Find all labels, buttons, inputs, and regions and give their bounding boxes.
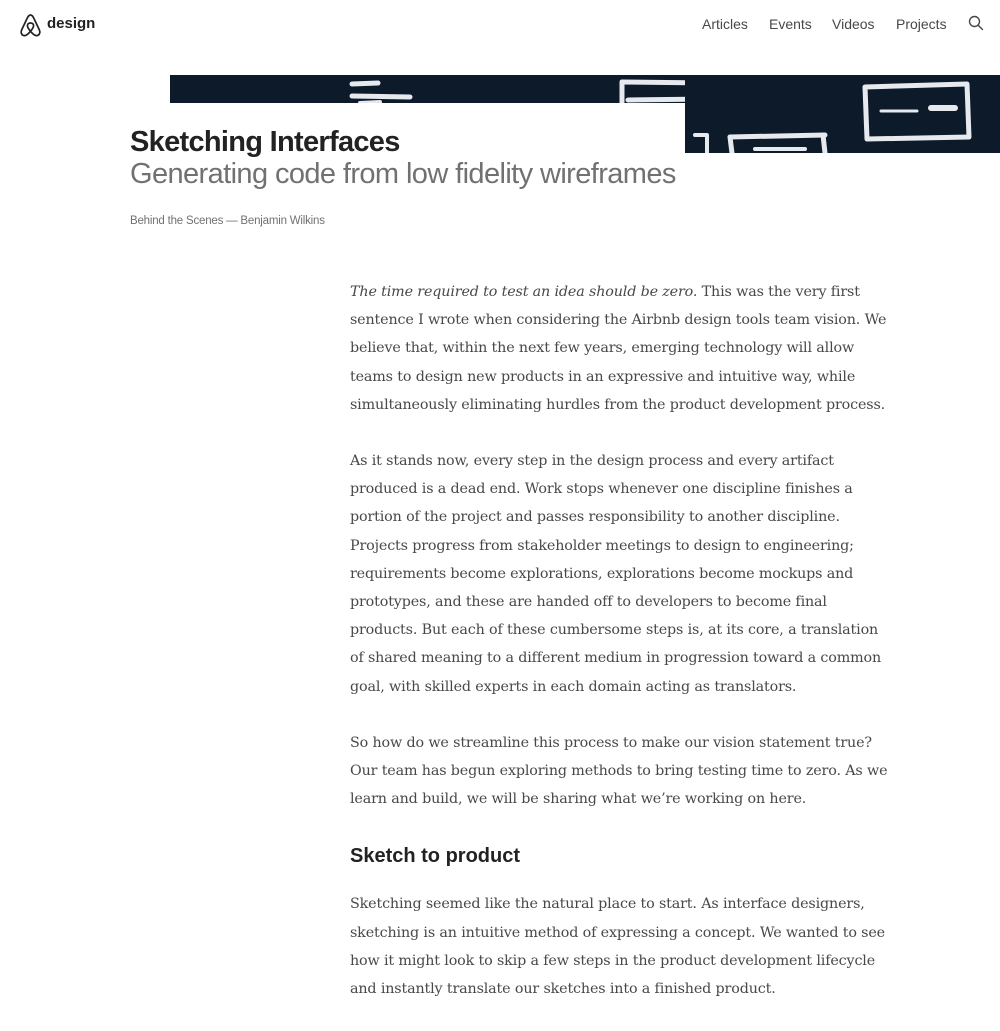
site-header [0,0,1000,50]
nav-projects[interactable]: Projects [896,16,947,32]
paragraph-4: Sketching seemed like the natural place to start. As interface designers, sketching is an intuitive method of expressing a concept. We wanted to see how it might look to skip a few steps in the product development lifecycle and instantly translate our sketches into a finished product. [350,896,885,998]
brand-wordmark[interactable]: design [47,15,96,32]
intro-text: This was the very first sentence I wrote when considering the Airbnb design tools team vision. We believe that, within the next few years, emerging technology will allow teams to design new products in an expressive and intuitive way, while simultaneously eliminating hurdles from the product development process. [350,284,887,413]
article-body [350,278,890,1031]
search-icon[interactable] [968,15,984,31]
nav-articles[interactable]: Articles [702,16,748,32]
nav-events[interactable]: Events [769,16,812,32]
paragraph-3: So how do we streamline this process to make our vision statement true? Our team has begun exploring methods to bring testing time to zero. As we learn and build, we will be sharing what we’re working on here. [350,734,888,808]
intro-paragraph [350,278,890,419]
nav-videos[interactable]: Videos [832,16,875,32]
page-subtitle: Generating code from low fidelity wireframes [130,158,676,190]
sketch-wireframe-image [685,75,1000,153]
paragraph-2: As it stands now, every step in the design process and every artifact produced is a dead end. Work stops whenever one discipline finishes a portion of the project and passes responsibility to another discipline. Projects progress from stakeholder meetings to design to engineering; requirements become explorations, explorations become mockups and prototypes, and these are handed off to developers to become final products. But each of these cumbersome steps is, at its core, a translation of shared meaning to a different medium in progression toward a common goal, with skilled experts in each domain acting as translators. [350,453,882,695]
byline[interactable]: Behind the Scenes — Benjamin Wilkins [130,215,325,227]
airbnb-belo-icon[interactable] [19,13,42,38]
page-title: Sketching Interfaces [130,126,400,158]
intro-emphasis: The time required to test an idea should be zero. [350,284,698,300]
section-heading: Sketch to product [350,845,521,868]
hero-image-block [685,75,1000,153]
